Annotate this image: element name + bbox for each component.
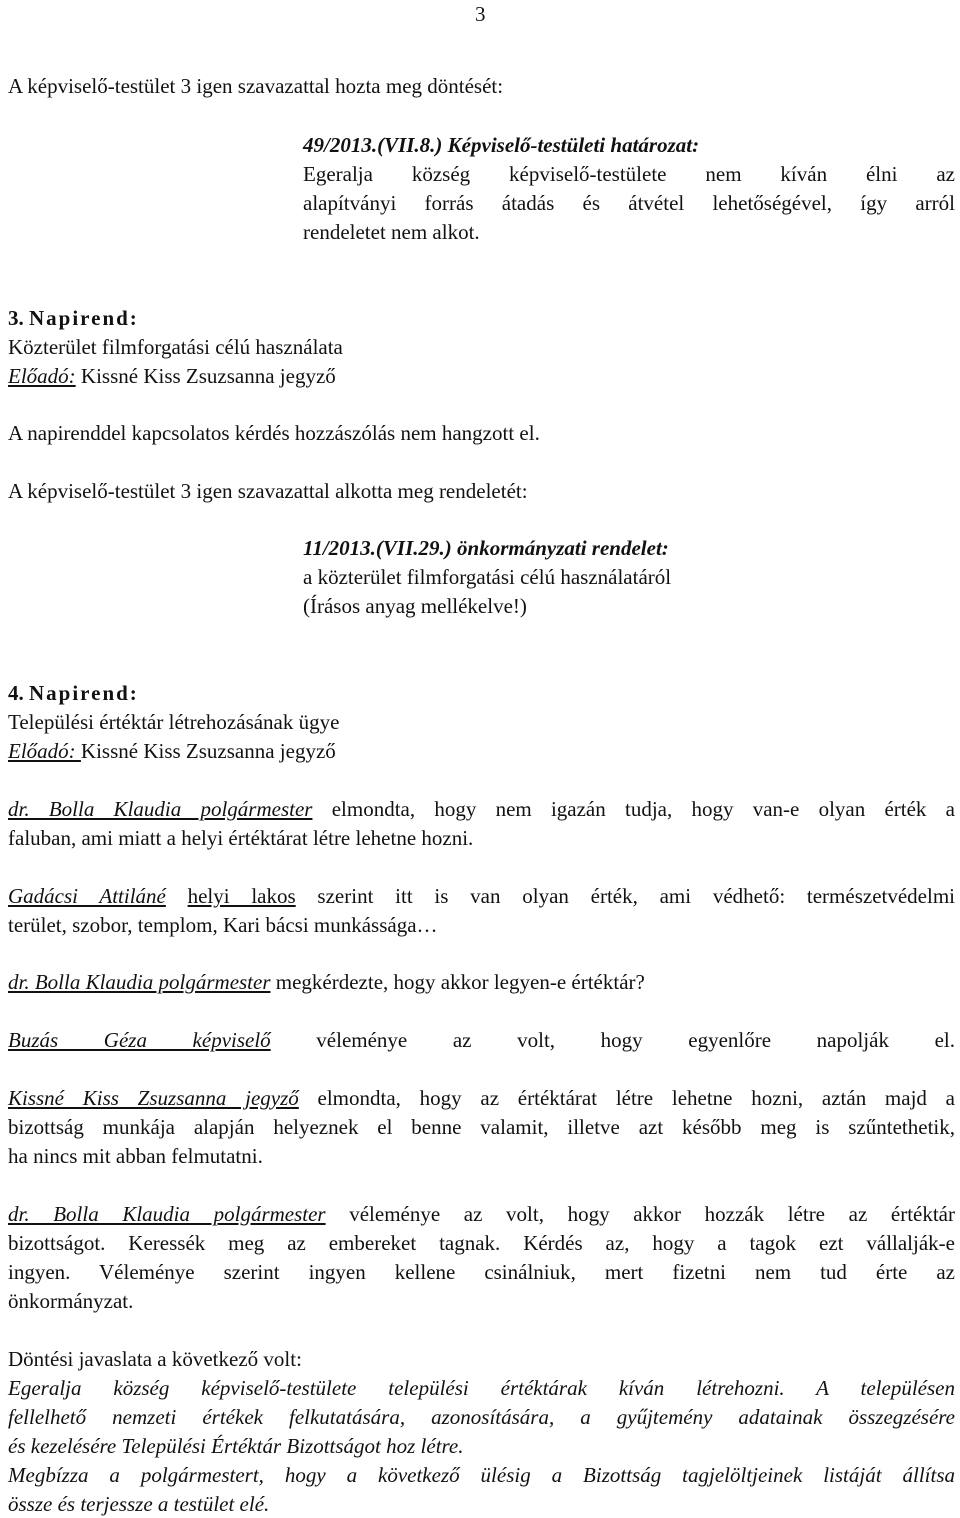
agenda4-number: 4.	[8, 681, 24, 705]
agenda4-presenter-line	[8, 741, 336, 762]
agenda4-presenter: Kissné Kiss Zsuzsanna jegyző	[80, 739, 336, 763]
resolution-49-line3: rendeletet nem alkot.	[303, 220, 480, 244]
decree-11-note: (Írásos anyag mellékelve!)	[303, 594, 527, 618]
p3-line: dr. Bolla Klaudia polgármester megkérdezte, hogy akkor legyen-e értéktár?	[8, 970, 645, 994]
agenda4-heading	[8, 683, 139, 704]
proposal-line1: Egeralja község képviselő-testülete települési értéktárak kíván létrehozni. A településen	[8, 1376, 955, 1400]
agenda4-label: Napirend:	[29, 681, 139, 705]
p3-speaker: dr. Bolla Klaudia polgármester	[8, 970, 271, 994]
resolution-49-line1: Egeralja község képviselő-testülete nem kíván élni az	[303, 162, 955, 186]
p6-line4: önkormányzat.	[8, 1289, 134, 1313]
p5-line3: ha nincs mit abban felmutatni.	[8, 1144, 263, 1168]
resolution-49-title: 49/2013.(VII.8.) Képviselő-testületi határozat:	[303, 133, 700, 157]
p4-line: Buzás Géza képviselő véleménye az volt, hogy egyenlőre napolják el.	[8, 1028, 955, 1052]
resolution-49-line2: alapítványi forrás átadás és átvétel lehetőségével, így arról	[303, 191, 955, 215]
page-number: 3	[475, 2, 486, 26]
agenda3-presenter: Kissné Kiss Zsuzsanna jegyző	[80, 364, 336, 388]
agenda3-topic: Közterület filmforgatási célú használata	[8, 335, 343, 359]
p1-line2: faluban, ami miatt a helyi értéktárat létre lehetne hozni.	[8, 826, 474, 850]
decree-11-title: 11/2013.(VII.29.) önkormányzati rendelet:	[303, 536, 669, 560]
agenda3-number: 3.	[8, 306, 24, 330]
agenda3-label: Napirend:	[29, 306, 139, 330]
p5-line1: Kissné Kiss Zsuzsanna jegyző elmondta, hogy az értéktárat létre lehetne hozni, aztán majd a	[8, 1086, 955, 1110]
proposal-heading: Döntési javaslata a következő volt:	[8, 1347, 302, 1371]
p2-line1: Gadácsi Attiláné helyi lakos szerint itt is van olyan érték, ami védhető: természetvédelmi	[8, 884, 955, 908]
agenda3-no-questions: A napirenddel kapcsolatos kérdés hozzászólás nem hangzott el.	[8, 421, 540, 445]
p5-line2: bizottság munkája alapján helyeznek el benne valamit, illetve azt később meg is szűntethetik,	[8, 1115, 955, 1139]
decree-11-subject: a közterület filmforgatási célú használatáról	[303, 565, 672, 589]
proposal-line2: fellelhető nemzeti értékek felkutatására, azonosítására, a gyűjtemény adatainak összegzésére	[8, 1405, 955, 1429]
p4-speaker: Buzás Géza képviselő	[8, 1028, 271, 1052]
agenda3-heading	[8, 308, 139, 329]
intro-vote-text: A képviselő-testület 3 igen szavazattal hozta meg döntését:	[8, 74, 504, 98]
proposal-line3: és kezelésére Települési Értéktár Bizottságot hoz létre.	[8, 1434, 464, 1458]
p6-line2: bizottságot. Keressék meg az embereket tagnak. Kérdés az, hogy a tagok ezt vállalják-e	[8, 1231, 955, 1255]
p1-speaker: dr. Bolla Klaudia polgármester	[8, 797, 313, 821]
p1-line1: dr. Bolla Klaudia polgármester elmondta, hogy nem igazán tudja, hogy van-e olyan érték a	[8, 797, 955, 821]
proposal-line5: össze és terjessze a testület elé.	[8, 1492, 270, 1516]
p5-speaker: Kissné Kiss Zsuzsanna jegyző	[8, 1086, 299, 1110]
p6-line3: ingyen. Véleménye szerint ingyen kellene csinálniuk, mert fizetni nem tud érte az	[8, 1260, 955, 1284]
agenda3-presenter-label: Előadó:	[8, 364, 76, 388]
proposal-line4: Megbízza a polgármestert, hogy a következő ülésig a Bizottság tagjelöltjeinek listáját állítsa	[8, 1463, 955, 1487]
p6-speaker: dr. Bolla Klaudia polgármester	[8, 1202, 326, 1226]
p2-line2: terület, szobor, templom, Kari bácsi munkássága…	[8, 913, 438, 937]
agenda4-topic: Települési értéktár létrehozásának ügye	[8, 710, 340, 734]
agenda3-presenter-line	[8, 366, 336, 387]
p2-speaker: Gadácsi Attiláné	[8, 884, 166, 908]
p6-line1: dr. Bolla Klaudia polgármester véleménye az volt, hogy akkor hozzák létre az értéktár	[8, 1202, 955, 1226]
p2-role: helyi lakos	[187, 884, 296, 908]
agenda4-presenter-label: Előadó:	[8, 739, 81, 763]
agenda3-vote: A képviselő-testület 3 igen szavazattal alkotta meg rendeletét:	[8, 479, 528, 503]
